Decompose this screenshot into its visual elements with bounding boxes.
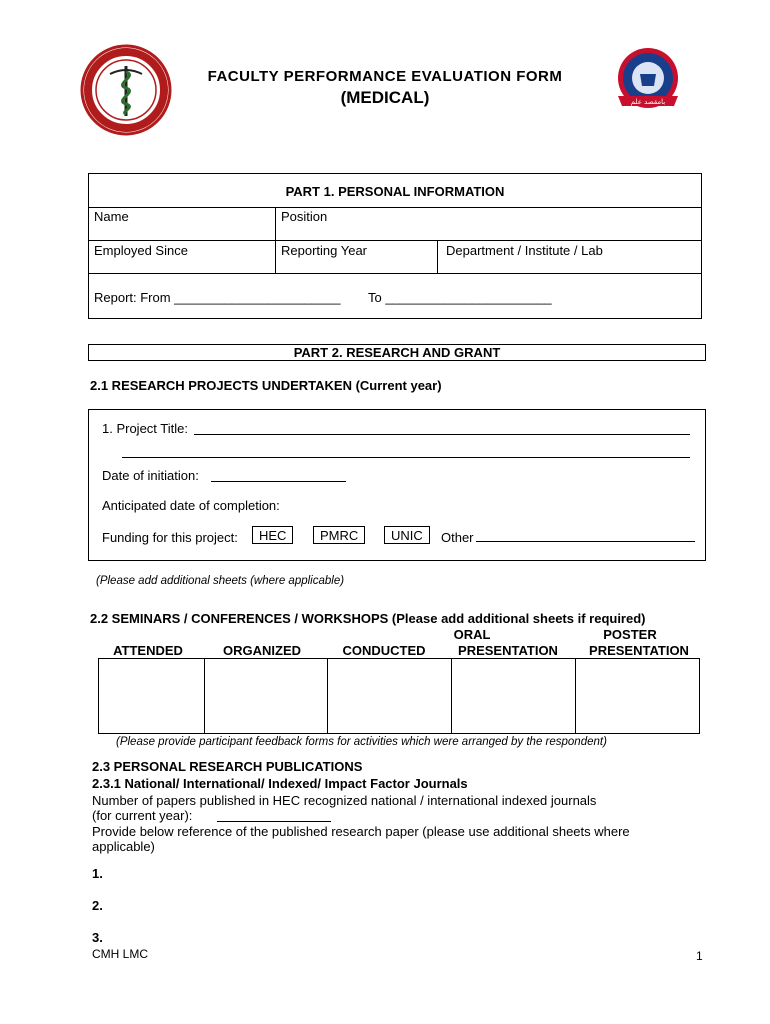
papers-text-line1: Number of papers published in HEC recognized national / international indexed journals bbox=[92, 793, 597, 808]
s22-heading: 2.2 SEMINARS / CONFERENCES / WORKSHOPS (Please add additional sheets if required) bbox=[90, 611, 646, 626]
form-subtitle: (MEDICAL) bbox=[340, 88, 430, 107]
col-oral-line1: ORAL bbox=[453, 627, 491, 642]
report-to: To _______________________ bbox=[368, 290, 552, 305]
project-title-line-1[interactable] bbox=[194, 434, 690, 435]
project-title-line-2[interactable] bbox=[122, 457, 690, 458]
note-additional-sheets: (Please add additional sheets (where applicable) bbox=[96, 575, 345, 587]
page-number: 1 bbox=[696, 949, 703, 963]
department-label: Department / Institute / Lab bbox=[446, 243, 603, 258]
part2-heading: PART 2. RESEARCH AND GRANT bbox=[293, 345, 501, 360]
right-logo-ribbon: بامقصد علم bbox=[630, 98, 666, 106]
employed-since-label: Employed Since bbox=[94, 243, 188, 258]
funding-hec[interactable]: HEC bbox=[252, 526, 293, 544]
list-item-2: 2. bbox=[92, 898, 103, 913]
date-initiation-label: Date of initiation: bbox=[102, 468, 199, 483]
funding-other-label: Other bbox=[441, 530, 474, 545]
position-label: Position bbox=[281, 209, 328, 224]
reporting-year-label: Reporting Year bbox=[281, 243, 368, 258]
part1-heading: PART 1. PERSONAL INFORMATION bbox=[285, 184, 505, 199]
provide-text-line1: Provide below reference of the published research paper (please use additional sheets where bbox=[92, 824, 630, 839]
list-item-1: 1. bbox=[92, 866, 103, 881]
funding-label: Funding for this project: bbox=[102, 530, 238, 545]
note-feedback: (Please provide participant feedback forms for activities which were arranged by the respondent) bbox=[116, 736, 607, 748]
provide-text-line2: applicable) bbox=[92, 839, 155, 854]
form-title: FACULTY PERFORMANCE EVALUATION FORM bbox=[207, 68, 563, 85]
funding-pmrc[interactable]: PMRC bbox=[313, 526, 365, 544]
funding-unic[interactable]: UNIC bbox=[384, 526, 430, 544]
name-label: Name bbox=[94, 209, 129, 224]
col-organized: ORGANIZED bbox=[223, 643, 301, 658]
papers-text-line2: (for current year): bbox=[92, 808, 193, 823]
col-poster-line2: PRESENTATION bbox=[589, 643, 689, 658]
papers-count-line[interactable] bbox=[217, 821, 331, 822]
footer-left: CMH LMC bbox=[92, 947, 148, 961]
anticipated-label: Anticipated date of completion: bbox=[102, 498, 280, 513]
col-conducted: CONDUCTED bbox=[342, 643, 426, 658]
report-from: Report: From _______________________ bbox=[94, 290, 341, 305]
col-poster-line1: POSTER bbox=[603, 627, 657, 642]
funding-other-line[interactable] bbox=[476, 541, 695, 542]
s21-heading: 2.1 RESEARCH PROJECTS UNDERTAKEN (Current year) bbox=[90, 378, 442, 393]
s231-heading: 2.3.1 National/ International/ Indexed/ Impact Factor Journals bbox=[92, 776, 468, 791]
col-oral-line2: PRESENTATION bbox=[458, 643, 558, 658]
seminars-table bbox=[98, 658, 700, 734]
project-title-label: 1. Project Title: bbox=[102, 421, 188, 436]
col-attended: ATTENDED bbox=[113, 643, 183, 658]
date-initiation-line[interactable] bbox=[211, 481, 346, 482]
list-item-3: 3. bbox=[92, 930, 103, 945]
s23-heading: 2.3 PERSONAL RESEARCH PUBLICATIONS bbox=[92, 759, 363, 774]
